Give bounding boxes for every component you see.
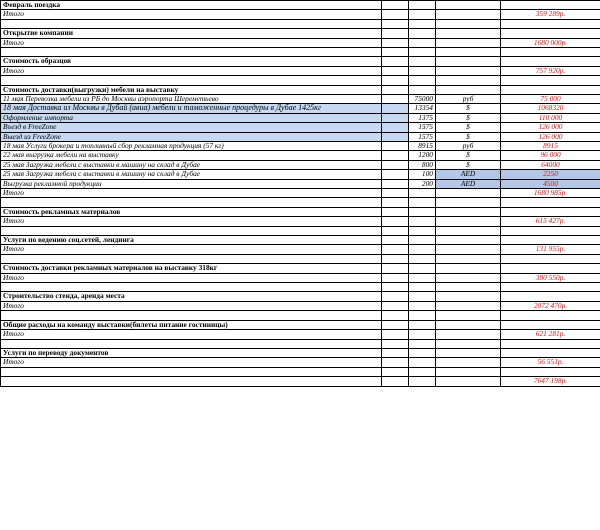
cell (382, 348, 409, 357)
item-currency: $ (436, 123, 501, 132)
spacer-cell (436, 198, 501, 207)
spacer-cell (501, 283, 600, 292)
section-total: 615 427р. (501, 217, 600, 226)
cell (409, 377, 436, 386)
section-total-row (1, 189, 600, 198)
cell (382, 377, 409, 386)
section-total-row (1, 217, 600, 226)
section-header-row (1, 264, 600, 273)
item-description: 25 мая Загрузка мебели с выставки в машину на склад в Дубае (1, 160, 382, 169)
line-item-row (1, 113, 600, 122)
line-item-row (1, 104, 600, 113)
item-description: Въезд в FreeZone (1, 123, 382, 132)
spacer-cell (436, 367, 501, 376)
cell (409, 29, 436, 38)
spacer-cell (501, 198, 600, 207)
section-total-row (1, 330, 600, 339)
spacer-cell (382, 19, 409, 28)
cell (436, 66, 501, 75)
spacer-cell (1, 339, 382, 348)
cell (436, 217, 501, 226)
cell (409, 57, 436, 66)
item-currency: $ (436, 113, 501, 122)
spacer-cell (409, 48, 436, 57)
grand-total-row (1, 377, 600, 386)
section-total-row (1, 273, 600, 282)
section-total: 621 281р. (501, 330, 600, 339)
itogo-label: Итого (1, 330, 382, 339)
spacer-row (1, 198, 600, 207)
spacer-row (1, 19, 600, 28)
cell (382, 10, 409, 19)
section-header-row (1, 320, 600, 329)
item-quantity: 13354 (409, 104, 436, 113)
item-quantity: 100 (409, 170, 436, 179)
section-total: 1680 985р. (501, 189, 600, 198)
item-sum: 2250 (501, 170, 600, 179)
spacer-cell (409, 19, 436, 28)
itogo-label: Итого (1, 245, 382, 254)
item-quantity: 1575 (409, 123, 436, 132)
spacer-cell (436, 226, 501, 235)
item-quantity: 8915 (409, 142, 436, 151)
cell (501, 236, 600, 245)
cell (382, 57, 409, 66)
itogo-label: Итого (1, 66, 382, 75)
cell (409, 320, 436, 329)
cell (409, 358, 436, 367)
spacer-cell (409, 283, 436, 292)
spacer-cell (382, 226, 409, 235)
item-quantity: 800 (409, 160, 436, 169)
cell (382, 292, 409, 301)
cell (1, 377, 382, 386)
section-header-row (1, 1, 600, 10)
spacer-cell (501, 311, 600, 320)
spacer-cell (409, 226, 436, 235)
cell (501, 29, 600, 38)
section-title: Стоимость доставки(выгрузки) мебели на выставку (1, 85, 382, 94)
cell (382, 142, 409, 151)
item-description: 11 мая Перевозка мебели из РБ до Москвы аэропорта Шереметьево (1, 95, 382, 104)
cell (436, 189, 501, 198)
section-total: 2072 470р. (501, 301, 600, 310)
spacer-cell (1, 198, 382, 207)
section-total-row (1, 301, 600, 310)
section-total: 757 920р. (501, 66, 600, 75)
line-item-row (1, 132, 600, 141)
cell (382, 38, 409, 47)
item-quantity: 1200 (409, 151, 436, 160)
section-title: Открытие компании (1, 29, 382, 38)
section-title: Общие расходы на команду выставки(билеты питание гостиницы) (1, 320, 382, 329)
spacer-cell (501, 339, 600, 348)
spacer-cell (436, 19, 501, 28)
itogo-label: Итого (1, 301, 382, 310)
section-header-row (1, 85, 600, 94)
item-sum: 1068320 (501, 104, 600, 113)
section-title: Февраль поездка (1, 1, 382, 10)
spacer-row (1, 226, 600, 235)
spacer-cell (409, 367, 436, 376)
cell (409, 348, 436, 357)
cell (382, 358, 409, 367)
item-sum: 96 000 (501, 151, 600, 160)
cell (409, 10, 436, 19)
spacer-row (1, 339, 600, 348)
spacer-cell (436, 48, 501, 57)
cell (409, 292, 436, 301)
item-currency: $ (436, 151, 501, 160)
cell (382, 132, 409, 141)
item-quantity: 75000 (409, 95, 436, 104)
spacer-cell (501, 254, 600, 263)
cell (382, 123, 409, 132)
cell (436, 10, 501, 19)
spacer-row (1, 48, 600, 57)
item-quantity: 200 (409, 179, 436, 188)
cell (436, 330, 501, 339)
item-currency: $ (436, 160, 501, 169)
spacer-cell (409, 198, 436, 207)
item-sum: 8915 (501, 142, 600, 151)
section-total-row (1, 10, 600, 19)
spacer-cell (409, 76, 436, 85)
section-total: 56 551р. (501, 358, 600, 367)
cell (409, 38, 436, 47)
cell (382, 160, 409, 169)
section-header-row (1, 29, 600, 38)
cell (409, 273, 436, 282)
cell (436, 29, 501, 38)
spacer-row (1, 283, 600, 292)
cell (501, 264, 600, 273)
item-currency: AED (436, 170, 501, 179)
spacer-cell (501, 19, 600, 28)
cell (501, 1, 600, 10)
cell (382, 273, 409, 282)
item-currency: $ (436, 104, 501, 113)
cell (409, 207, 436, 216)
cell (409, 245, 436, 254)
cell (409, 85, 436, 94)
grand-total: 7647 198р. (501, 377, 600, 386)
spacer-cell (409, 254, 436, 263)
cell (382, 236, 409, 245)
spacer-cell (409, 311, 436, 320)
section-header-row (1, 207, 600, 216)
cell (436, 207, 501, 216)
cell (382, 189, 409, 198)
spacer-cell (382, 339, 409, 348)
cell (436, 358, 501, 367)
cell (382, 217, 409, 226)
spacer-cell (1, 283, 382, 292)
spacer-cell (501, 48, 600, 57)
cell (409, 189, 436, 198)
item-description: 18 мая Услуги брокера и топливный сбор рекламная продукция (57 кг) (1, 142, 382, 151)
spacer-cell (1, 226, 382, 235)
section-title: Услуги по ведению соц.сетей, лендинга (1, 236, 382, 245)
itogo-label: Итого (1, 273, 382, 282)
cell (436, 236, 501, 245)
cell (436, 1, 501, 10)
item-description: Выезд из FreeZone (1, 132, 382, 141)
spacer-cell (436, 311, 501, 320)
spacer-row (1, 367, 600, 376)
cell (409, 264, 436, 273)
spacer-cell (382, 311, 409, 320)
item-sum: 110 000 (501, 113, 600, 122)
item-sum: 4500 (501, 179, 600, 188)
item-sum: 126 000 (501, 123, 600, 132)
cell (501, 207, 600, 216)
spacer-cell (1, 19, 382, 28)
cell (382, 264, 409, 273)
cell (382, 151, 409, 160)
cell (436, 348, 501, 357)
cell (436, 57, 501, 66)
spacer-row (1, 76, 600, 85)
cell (501, 57, 600, 66)
item-currency: руб (436, 142, 501, 151)
spacer-cell (501, 76, 600, 85)
cell (382, 320, 409, 329)
spacer-cell (436, 283, 501, 292)
expense-table-body (1, 1, 600, 387)
cell (382, 95, 409, 104)
cell (382, 301, 409, 310)
cell (382, 330, 409, 339)
line-item-row (1, 151, 600, 160)
line-item-row (1, 95, 600, 104)
section-total-row (1, 245, 600, 254)
item-currency: $ (436, 132, 501, 141)
section-title: Стоимость доставки рекламных материалов на выставку 318кг (1, 264, 382, 273)
cell (382, 113, 409, 122)
section-title: Строительство стенда, аренда места (1, 292, 382, 301)
section-total: 359 289р. (501, 10, 600, 19)
spacer-cell (382, 48, 409, 57)
spacer-cell (1, 254, 382, 263)
itogo-label: Итого (1, 38, 382, 47)
section-header-row (1, 292, 600, 301)
line-item-row (1, 123, 600, 132)
item-description: 18 мая Доставка из Москвы в Дубай (авиа) мебели и таможенные процедуры в Дубае 1425кг (1, 104, 382, 113)
cell (382, 29, 409, 38)
item-sum: 126 000 (501, 132, 600, 141)
itogo-label: Итого (1, 217, 382, 226)
section-total: 1680 000р. (501, 38, 600, 47)
cell (436, 273, 501, 282)
cell (382, 207, 409, 216)
spacer-cell (382, 76, 409, 85)
spacer-cell (1, 76, 382, 85)
spacer-cell (382, 198, 409, 207)
cell (382, 104, 409, 113)
section-title: Услуги по переводу документов (1, 348, 382, 357)
cell (436, 377, 501, 386)
item-quantity: 1575 (409, 132, 436, 141)
item-description: Выгрузка рекламной продукции (1, 179, 382, 188)
itogo-label: Итого (1, 189, 382, 198)
item-currency: руб (436, 95, 501, 104)
spacer-cell (382, 367, 409, 376)
cell (436, 320, 501, 329)
item-quantity: 1375 (409, 113, 436, 122)
spacer-cell (1, 367, 382, 376)
section-total-row (1, 66, 600, 75)
item-sum: 75 000 (501, 95, 600, 104)
section-header-row (1, 236, 600, 245)
cell (409, 301, 436, 310)
spacer-cell (1, 48, 382, 57)
line-item-row (1, 170, 600, 179)
item-currency: AED (436, 179, 501, 188)
cell (382, 170, 409, 179)
cell (382, 179, 409, 188)
cell (436, 85, 501, 94)
cell (436, 301, 501, 310)
cell (436, 292, 501, 301)
cell (382, 66, 409, 75)
cell (501, 348, 600, 357)
section-header-row (1, 348, 600, 357)
spacer-cell (409, 339, 436, 348)
cell (436, 38, 501, 47)
spacer-cell (501, 367, 600, 376)
cell (501, 292, 600, 301)
section-title: Стоимость образцов (1, 57, 382, 66)
cell (436, 264, 501, 273)
itogo-label: Итого (1, 358, 382, 367)
cell (409, 217, 436, 226)
cell (501, 320, 600, 329)
itogo-label: Итого (1, 10, 382, 19)
spacer-cell (382, 254, 409, 263)
spacer-cell (1, 311, 382, 320)
cell (501, 85, 600, 94)
spacer-row (1, 254, 600, 263)
item-description: 25 мая Загрузка мебели с выставки в машину на склад в Дубае (1, 170, 382, 179)
spacer-cell (436, 339, 501, 348)
section-header-row (1, 57, 600, 66)
section-title: Стоимость рекламных материалов (1, 207, 382, 216)
line-item-row (1, 160, 600, 169)
cell (409, 236, 436, 245)
cell (382, 85, 409, 94)
spacer-cell (436, 76, 501, 85)
cell (409, 330, 436, 339)
item-description: Оформление импорта (1, 113, 382, 122)
cell (436, 245, 501, 254)
line-item-row (1, 179, 600, 188)
cell (409, 1, 436, 10)
item-description: 22 мая выгрузка мебели на выставку (1, 151, 382, 160)
spacer-cell (501, 226, 600, 235)
section-total-row (1, 358, 600, 367)
section-total-row (1, 38, 600, 47)
section-total: 131 955р. (501, 245, 600, 254)
spacer-cell (436, 254, 501, 263)
cell (382, 1, 409, 10)
line-item-row (1, 142, 600, 151)
cell (382, 245, 409, 254)
cell (409, 66, 436, 75)
spacer-cell (382, 283, 409, 292)
item-sum: 64000 (501, 160, 600, 169)
spacer-row (1, 311, 600, 320)
section-total: 380 550р. (501, 273, 600, 282)
